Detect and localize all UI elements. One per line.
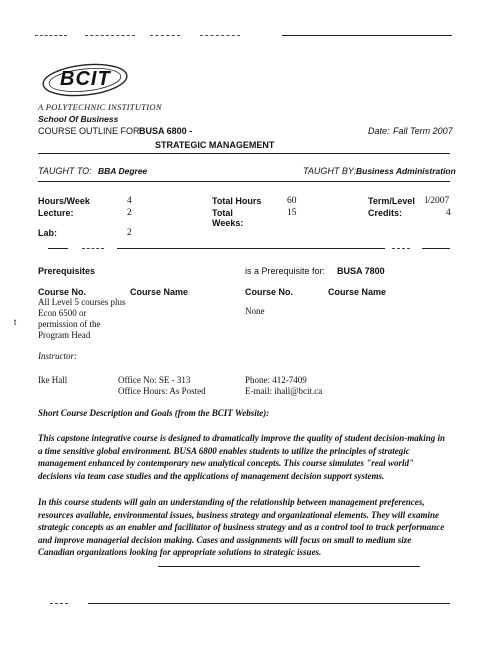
- credits-value: 4: [446, 208, 451, 218]
- hours-rule-2: [82, 248, 104, 249]
- date-value: Fall Term 2007: [393, 126, 453, 136]
- is-prereq-for-label: is a Prerequisite for:: [245, 266, 326, 276]
- hours-rule-4: [392, 248, 410, 249]
- instructor-title: Instructor:: [38, 351, 77, 361]
- hours-week-value: 4: [127, 196, 132, 206]
- total-hours-label: Total Hours: [212, 196, 262, 206]
- instructor-name: Ike Hall: [38, 375, 68, 385]
- instructor-email: E-mail: ihall@bcit.ca: [245, 386, 323, 396]
- top-rule: [282, 35, 452, 36]
- course-outline-label: COURSE OUTLINE FOR:: [38, 126, 143, 136]
- instructor-phone: Phone: 412-7409: [245, 375, 307, 385]
- lab-label: Lab:: [38, 228, 57, 238]
- taught-by-value: Business Administration: [356, 166, 456, 176]
- hours-rule-3: [117, 248, 385, 249]
- date-label: Date:: [368, 126, 390, 136]
- term-level-value: l/2007: [425, 196, 450, 206]
- is-prereq-for-value: BUSA 7800: [337, 266, 385, 276]
- prereq-line-3: permission of the: [38, 319, 101, 329]
- logo-text: BCIT: [60, 68, 111, 90]
- lecture-value: 2: [127, 208, 132, 218]
- col-course-name: Course Name: [130, 287, 189, 297]
- office-no: Office No: SE - 313: [118, 375, 191, 385]
- margin-mark: t: [14, 318, 17, 327]
- col-course-no-2: Course No.: [245, 287, 294, 297]
- total-hours-value: 60: [287, 196, 297, 206]
- col-course-name-2: Course Name: [328, 287, 387, 297]
- total-weeks-label-2: Weeks:: [212, 218, 244, 228]
- lecture-label: Lecture:: [38, 208, 74, 218]
- description-title: Short Course Description and Goals (from the BCIT Website):: [38, 408, 270, 418]
- office-hours: Office Hours: As Posted: [118, 386, 206, 396]
- course-code: BUSA 6800 -: [139, 126, 193, 136]
- lab-value: 2: [127, 228, 132, 238]
- credits-label: Credits:: [368, 208, 403, 218]
- prereq-line-4: Program Head: [38, 330, 91, 340]
- prerequisites-title: Prerequisites: [38, 266, 96, 276]
- bottom-rule: [88, 603, 450, 604]
- prereq-line-2: Econ 6500 or: [38, 308, 87, 318]
- term-level-label: Term/Level: [368, 196, 415, 206]
- description-paragraph-1: This capstone integrative course is designed to dramatically improve the quality of student decision-making in a time sensitive global environment. BUSA 6800 enables students to utilize the principles of strategic management enhanced by contemporary new analytical concepts. This course simulates "real world" decisions via team case studies and the applications of management decision support systems.: [38, 433, 445, 481]
- bcit-logo: [40, 62, 130, 98]
- total-weeks-value: 15: [287, 208, 297, 218]
- top-dash-4: [200, 35, 240, 36]
- course-title: STRATEGIC MANAGEMENT: [155, 140, 275, 150]
- hours-rule-5: [422, 248, 450, 249]
- col-course-no: Course No.: [38, 287, 87, 297]
- prereq-right-value: None: [245, 306, 265, 316]
- top-dash-1: [35, 35, 67, 36]
- taught-rule: [38, 181, 450, 182]
- description-end-rule: [158, 566, 420, 567]
- school-name: School Of Business: [38, 114, 119, 124]
- taught-to-label: TAUGHT TO:: [38, 166, 92, 176]
- tagline: A POLYTECHNIC INSTITUTION: [38, 102, 162, 112]
- description-paragraph-2: In this course students will gain an understanding of the relationship between management preferences, resources available, environmental issues, business strategy and organizational elements. They will examine strategic concepts as an enabler and facilitator of business strategy and as a control tool to track performance and improve managerial decision making. Cases and assignments will focus on small to medium size Canadian organizations looking for appropriate solutions to strategic issues.: [38, 497, 445, 557]
- prereq-line-1: All Level 5 courses plus: [38, 297, 126, 307]
- bottom-dash: [50, 603, 68, 604]
- total-weeks-label-1: Total: [212, 208, 233, 218]
- top-dash-2: [85, 35, 135, 36]
- hours-rule-1: [48, 248, 68, 249]
- top-dash-3: [150, 35, 180, 36]
- taught-by-label: TAUGHT BY:: [303, 166, 357, 176]
- header-rule: [38, 153, 450, 154]
- taught-to-value: BBA Degree: [98, 166, 148, 176]
- hours-week-label: Hours/Week: [38, 196, 90, 206]
